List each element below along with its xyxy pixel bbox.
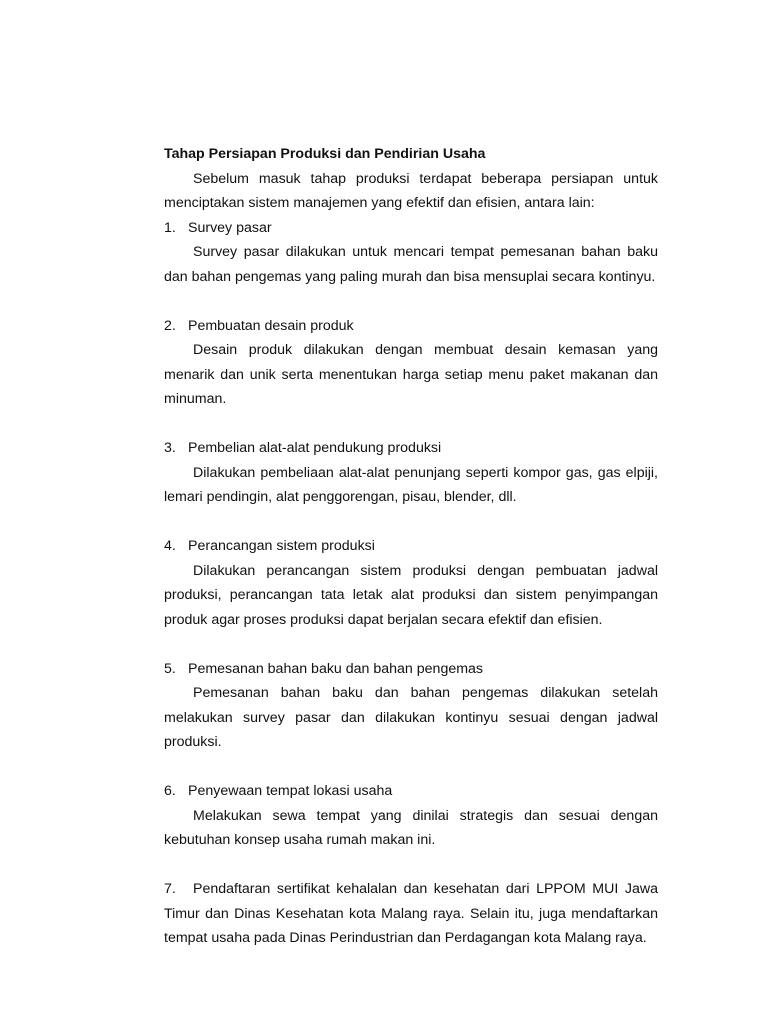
paragraph-gap xyxy=(164,632,658,657)
paragraph-gap xyxy=(164,412,658,437)
list-item-paragraph xyxy=(164,877,658,951)
list-item-title: Perancangan sistem produksi xyxy=(188,538,375,554)
list-item-heading xyxy=(164,216,658,241)
list-item-heading xyxy=(164,534,658,559)
list-item-heading xyxy=(164,436,658,461)
list-item-body: Desain produk dilakukan dengan membuat desain kemasan yang menarik dan unik serta menentukan harga setiap menu paket makanan dan minuman. xyxy=(164,342,658,407)
paragraph-gap xyxy=(164,289,658,314)
paragraph-gap xyxy=(164,853,658,878)
list-item-heading xyxy=(164,657,658,682)
list-item-heading xyxy=(164,779,658,804)
list-item-number: 4. xyxy=(164,538,176,554)
list-item-heading xyxy=(164,314,658,339)
list-item-body: Survey pasar dilakukan untuk mencari tempat pemesanan bahan baku dan bahan pengemas yang paling murah dan bisa mensuplai secara kontinyu. xyxy=(164,244,658,285)
list-item-number: 2. xyxy=(164,317,176,334)
list-item-number: 5. xyxy=(164,660,176,677)
document-body xyxy=(164,142,658,951)
list-item-body: Dilakukan perancangan sistem produksi dengan pembuatan jadwal produksi, perancangan tata letak alat produksi dan sistem penyimpangan produk agar proses produksi dapat berjalan secara efektif dan efisien. xyxy=(164,562,658,628)
paragraph-gap xyxy=(164,510,658,535)
list-item-body: Melakukan sewa tempat yang dinilai strategis dan sesuai dengan kebutuhan konsep usaha rumah makan ini. xyxy=(164,807,658,848)
list-item-body: Pemesanan bahan baku dan bahan pengemas dilakukan setelah melakukan survey pasar dan dilakukan kontinyu sesuai dengan jadwal produksi. xyxy=(164,685,658,750)
intro-paragraph: Sebelum masuk tahap produksi terdapat beberapa persiapan untuk menciptakan sistem manajemen yang efektif dan efisien, antara lain: xyxy=(164,170,658,211)
list-item-title: Penyewaan tempat lokasi usaha xyxy=(188,783,393,799)
list-item-title: Pembelian alat-alat pendukung produksi xyxy=(188,440,442,456)
list-item-number: 1. xyxy=(164,219,176,236)
list-item-title: Pembuatan desain produk xyxy=(188,317,354,334)
list-item-number: 7. xyxy=(164,881,176,897)
document-title: Tahap Persiapan Produksi dan Pendirian Usaha xyxy=(164,146,486,162)
list-item-title: Pemesanan bahan baku dan bahan pengemas xyxy=(188,660,484,677)
list-item-number: 3. xyxy=(164,440,176,456)
list-item-title: Survey pasar xyxy=(188,219,272,236)
list-item-text: Pendaftaran sertifikat kehalalan dan kesehatan dari LPPOM MUI Jawa Timur dan Dinas Kesehatan kota Malang raya. Selain itu, juga mendaftarkan tempat usaha pada Dinas Perindustrian dan Perdagangan kota Malang raya. xyxy=(164,881,658,946)
list-item-number: 6. xyxy=(164,783,176,799)
paragraph-gap xyxy=(164,755,658,780)
list-item-body: Dilakukan pembeliaan alat-alat penunjang seperti kompor gas, gas elpiji, lemari pendingin, alat penggorengan, pisau, blender, dll. xyxy=(164,464,658,505)
